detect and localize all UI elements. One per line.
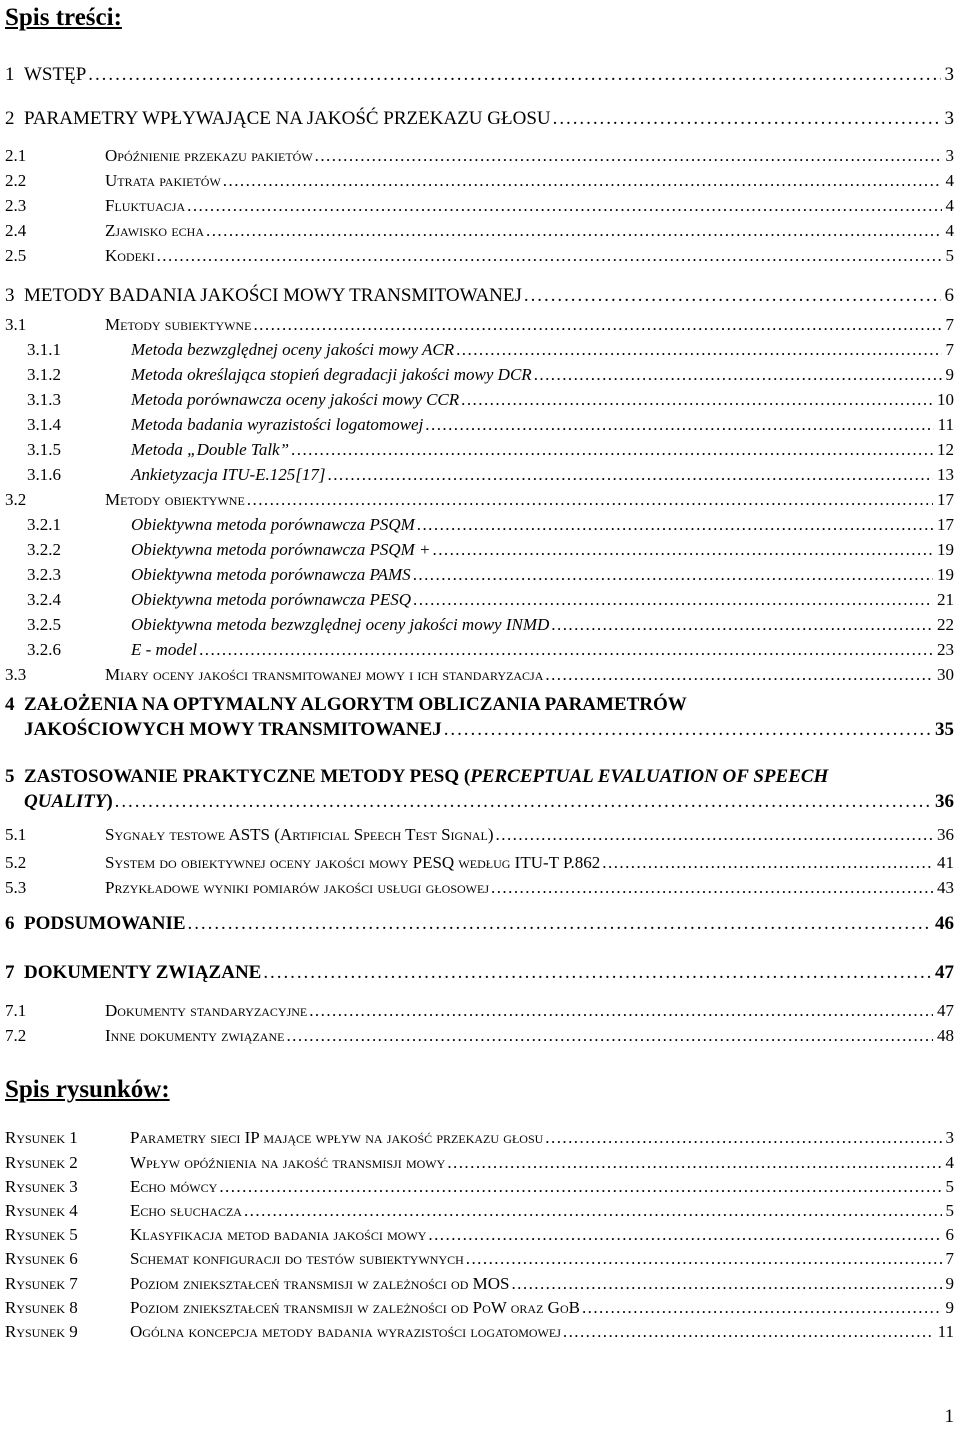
dot-leader (157, 246, 942, 266)
list-item[interactable] (0, 1177, 960, 1201)
dot-leader (425, 415, 933, 435)
entry-number: 3.1 (5, 315, 27, 334)
entry-title: Wpływ opóźnienia na jakość transmisji mowy (130, 1153, 446, 1172)
entry-page: 6 (945, 1225, 954, 1244)
dot-leader (563, 1322, 934, 1342)
entry-page: 47 (937, 1001, 954, 1020)
entry-number: 3.1.2 (27, 365, 61, 384)
entry-title: Utrata pakietów (105, 171, 221, 190)
entry-page: 3 (945, 1128, 954, 1147)
entry-title: E - model (131, 640, 198, 659)
entry-page: 7 (945, 315, 954, 334)
entry-number: 5.3 (5, 878, 27, 897)
list-item[interactable] (0, 440, 960, 464)
dot-leader (315, 146, 942, 166)
list-item[interactable] (0, 640, 960, 664)
dot-leader (545, 665, 933, 685)
entry-page: 19 (937, 565, 954, 584)
entry-page: 12 (937, 440, 954, 459)
entry-number: 4 (5, 694, 15, 715)
entry-title: Ogólna koncepcja metody badania wyrazistości logatomowej (130, 1322, 561, 1341)
entry-page: 3 (944, 64, 954, 85)
list-item[interactable] (0, 719, 960, 743)
list-item[interactable] (0, 913, 960, 937)
entry-title: Metoda „Double Talk” (131, 440, 290, 459)
entry-title: Echo słuchacza (130, 1201, 242, 1220)
entry-page: 46 (935, 913, 954, 934)
figure-number: Rysunek 1 (5, 1128, 78, 1147)
dot-leader (545, 1128, 941, 1148)
dot-leader (413, 590, 933, 610)
entry-number: 5.1 (5, 825, 27, 844)
entry-title: DOKUMENTY ZWIĄZANE (24, 962, 262, 983)
list-item[interactable] (0, 1298, 960, 1322)
entry-number: 7.2 (5, 1026, 27, 1045)
entry-page: 4 (945, 171, 954, 190)
entry-title: Poziom zniekształceń transmisji w zależności od MOS (130, 1274, 510, 1293)
entry-page: 17 (937, 490, 954, 509)
entry-title: Obiektywna metoda porównawcza PSQM + (131, 540, 431, 559)
figure-number: Rysunek 6 (5, 1249, 78, 1268)
dot-leader (602, 853, 933, 873)
list-item[interactable] (0, 1001, 960, 1025)
entry-title: Echo mówcy (130, 1177, 218, 1196)
entry-page: 5 (945, 1177, 954, 1196)
entry-page: 43 (937, 878, 954, 897)
list-item[interactable] (0, 1249, 960, 1273)
list-item[interactable] (0, 315, 960, 339)
entry-page: 13 (937, 465, 954, 484)
list-item[interactable] (0, 146, 960, 170)
dot-leader (551, 615, 933, 635)
list-item[interactable] (0, 196, 960, 220)
list-item[interactable] (0, 1274, 960, 1298)
figure-number: Rysunek 5 (5, 1225, 78, 1244)
entry-number: 3.2.4 (27, 590, 61, 609)
dot-leader (244, 1201, 942, 1221)
dot-leader (461, 390, 933, 410)
figure-number: Rysunek 3 (5, 1177, 78, 1196)
entry-title: Metoda porównawcza oceny jakości mowy CCR (131, 390, 460, 409)
entry-number: 3.1.3 (27, 390, 61, 409)
entry-number: 7 (5, 962, 15, 983)
entry-title: Schemat konfiguracji do testów subiektywnych (130, 1249, 464, 1268)
list-item[interactable] (0, 825, 960, 849)
entry-title: Obiektywna metoda porównawcza PESQ (131, 590, 411, 609)
entry-page: 6 (944, 285, 954, 306)
entry-page: 17 (937, 515, 954, 534)
entry-title: ZASTOSOWANIE PRAKTYCZNE METODY PESQ ( PERCEPTUAL EVALUATION OF SPEECH (24, 766, 829, 787)
list-item[interactable] (0, 515, 960, 539)
entry-page: 9 (945, 1298, 954, 1317)
list-item[interactable] (0, 1201, 960, 1225)
entry-page: 41 (937, 853, 954, 872)
list-item[interactable] (0, 490, 960, 514)
list-item[interactable] (0, 1225, 960, 1249)
entry-number: 2.3 (5, 196, 27, 215)
entry-title: Obiektywna metoda porównawcza PAMS (131, 565, 411, 584)
figure-number: Rysunek 4 (5, 1201, 78, 1220)
entry-title: Parametry sieci IP mające wpływ na jakość przekazu głosu (130, 1128, 544, 1147)
entry-page: 47 (935, 962, 954, 983)
entry-page: 7 (945, 1249, 954, 1268)
entry-title: Miary oceny jakości transmitowanej mowy i ich standaryzacja (105, 665, 544, 684)
list-item[interactable] (0, 962, 960, 986)
entry-number: 2.1 (5, 146, 27, 165)
entry-page: 35 (935, 719, 954, 740)
entry-title: Ankietyzacja ITU-E.125[17] (131, 465, 326, 484)
entry-page: 4 (945, 221, 954, 240)
toc-heading: Spis treści: (5, 4, 122, 31)
list-item[interactable] (0, 221, 960, 245)
entry-page: 7 (945, 340, 954, 359)
entry-number: 2 (5, 108, 15, 129)
entry-page: 3 (945, 146, 954, 165)
dot-leader (466, 1249, 942, 1269)
dot-leader (534, 365, 942, 385)
list-item[interactable] (0, 285, 960, 309)
dot-leader (328, 465, 933, 485)
entry-title: Przykładowe wyniki pomiarów jakości usługi głosowej (105, 878, 490, 897)
list-item[interactable] (0, 791, 960, 815)
entry-title: Metody subiektywne (105, 315, 252, 334)
list-item[interactable] (0, 1026, 960, 1050)
entry-number: 3.2.3 (27, 565, 61, 584)
dot-leader (491, 878, 933, 898)
list-item[interactable] (0, 1322, 960, 1346)
entry-title: PARAMETRY WPŁYWAJĄCE NA JAKOŚĆ PRZEKAZU GŁOSU (24, 108, 551, 129)
entry-page: 19 (937, 540, 954, 559)
list-item[interactable] (0, 1128, 960, 1152)
list-item[interactable] (0, 565, 960, 589)
list-item[interactable] (0, 878, 960, 902)
entry-number: 3.1.5 (27, 440, 61, 459)
figure-number: Rysunek 9 (5, 1322, 78, 1341)
entry-title: Fluktuacja (105, 196, 186, 215)
entry-title: ZAŁOŻENIA NA OPTYMALNY ALGORYTM OBLICZANIA PARAMETRÓW (24, 694, 687, 715)
dot-leader (206, 221, 941, 241)
list-item[interactable] (0, 390, 960, 414)
dot-leader (188, 913, 931, 935)
entry-title: WSTĘP (24, 64, 87, 85)
entry-title: Klasyfikacja metod badania jakości mowy (130, 1225, 427, 1244)
list-item[interactable] (0, 171, 960, 195)
entry-title: Metoda bezwzględnej oceny jakości mowy ACR (131, 340, 455, 359)
page-number: 1 (944, 1406, 954, 1427)
entry-title: Metoda określająca stopień degradacji jakości mowy DCR (131, 365, 532, 384)
dot-leader (309, 1001, 933, 1021)
entry-page: 48 (937, 1026, 954, 1045)
list-item[interactable] (0, 415, 960, 439)
list-item[interactable] (0, 540, 960, 564)
list-item[interactable] (0, 340, 960, 364)
entry-page: 36 (935, 791, 954, 812)
list-item[interactable] (0, 1153, 960, 1177)
dot-leader (88, 64, 940, 86)
entry-page: 21 (937, 590, 954, 609)
entry-title: Inne dokumenty związane (105, 1026, 285, 1045)
figure-number: Rysunek 8 (5, 1298, 78, 1317)
entry-number: 3.2 (5, 490, 27, 509)
list-item[interactable] (0, 465, 960, 489)
entry-title: Dokumenty standaryzacyjne (105, 1001, 308, 1020)
entry-number: 3.2.5 (27, 615, 61, 634)
entry-title: Obiektywna metoda porównawcza PSQM (131, 515, 415, 534)
dot-leader (553, 108, 941, 130)
figure-number: Rysunek 2 (5, 1153, 78, 1172)
dot-leader (286, 1026, 933, 1046)
list-item[interactable] (0, 108, 960, 132)
entry-number: 2.4 (5, 221, 27, 240)
entry-page: 9 (945, 365, 954, 384)
entry-number: 3.3 (5, 665, 27, 684)
figures-heading: Spis rysunków: (5, 1076, 170, 1103)
list-item[interactable] (0, 766, 960, 790)
list-item[interactable] (0, 665, 960, 689)
entry-number: 3.1.4 (27, 415, 61, 434)
list-item[interactable] (0, 365, 960, 389)
entry-number: 7.1 (5, 1001, 27, 1020)
entry-page: 36 (937, 825, 954, 844)
entry-page: 4 (945, 1153, 954, 1172)
dot-leader (263, 962, 931, 984)
entry-title: Sygnały testowe ASTS (Artificial Speech Test Signal) (105, 825, 494, 844)
dot-leader (187, 196, 941, 216)
entry-title: METODY BADANIA JAKOŚCI MOWY TRANSMITOWANEJ (24, 285, 522, 306)
entry-number: 2.2 (5, 171, 27, 190)
dot-leader (253, 315, 941, 335)
dot-leader (223, 171, 942, 191)
entry-page: 4 (945, 196, 954, 215)
list-item[interactable] (0, 694, 960, 718)
entry-title: Opóźnienie przekazu pakietów (105, 146, 313, 165)
entry-page: 3 (944, 108, 954, 129)
entry-number: 2.5 (5, 246, 27, 265)
dot-leader (199, 640, 933, 660)
entry-title: System do obiektywnej oceny jakości mowy PESQ według ITU-T P.862 (105, 853, 601, 872)
entry-page: 9 (945, 1274, 954, 1293)
entry-title: QUALITY ) (24, 791, 113, 812)
figure-number: Rysunek 7 (5, 1274, 78, 1293)
entry-page: 23 (937, 640, 954, 659)
dot-leader (417, 515, 933, 535)
entry-number: 3.1.6 (27, 465, 61, 484)
list-item[interactable] (0, 64, 960, 88)
dot-leader (115, 791, 931, 813)
entry-number: 3.1.1 (27, 340, 61, 359)
list-item[interactable] (0, 590, 960, 614)
dot-leader (247, 490, 933, 510)
dot-leader (511, 1274, 941, 1294)
entry-title: Kodeki (105, 246, 155, 265)
entry-number: 3.2.6 (27, 640, 61, 659)
dot-leader (413, 565, 933, 585)
entry-page: 10 (937, 390, 954, 409)
dot-leader (433, 540, 934, 560)
dot-leader (582, 1298, 942, 1318)
entry-number: 3.2.2 (27, 540, 61, 559)
entry-number: 5 (5, 766, 15, 787)
list-item[interactable] (0, 246, 960, 270)
entry-page: 5 (945, 1201, 954, 1220)
entry-title: Zjawisko echa (105, 221, 205, 240)
dot-leader (444, 719, 931, 741)
list-item[interactable] (0, 853, 960, 877)
list-item[interactable] (0, 615, 960, 639)
entry-page: 30 (937, 665, 954, 684)
dot-leader (428, 1225, 941, 1245)
dot-leader (524, 285, 941, 307)
dot-leader (291, 440, 933, 460)
entry-title: Metody obiektywne (105, 490, 245, 509)
entry-number: 5.2 (5, 853, 27, 872)
entry-title: JAKOŚCIOWYCH MOWY TRANSMITOWANEJ (24, 719, 442, 740)
dot-leader (447, 1153, 941, 1173)
entry-page: 11 (937, 415, 954, 434)
dot-leader (496, 825, 933, 845)
entry-title: Metoda badania wyrazistości logatomowej (131, 415, 424, 434)
entry-number: 1 (5, 64, 15, 85)
entry-title: Poziom zniekształceń transmisji w zależności od PoW oraz GoB (130, 1298, 580, 1317)
entry-number: 3 (5, 285, 15, 306)
entry-number: 3.2.1 (27, 515, 61, 534)
dot-leader (219, 1177, 941, 1197)
entry-page: 11 (937, 1322, 954, 1341)
entry-page: 22 (937, 615, 954, 634)
dot-leader (456, 340, 941, 360)
entry-title: PODSUMOWANIE (24, 913, 186, 934)
entry-number: 6 (5, 913, 15, 934)
entry-title: Obiektywna metoda bezwzględnej oceny jakości mowy INMD (131, 615, 550, 634)
entry-page: 5 (945, 246, 954, 265)
